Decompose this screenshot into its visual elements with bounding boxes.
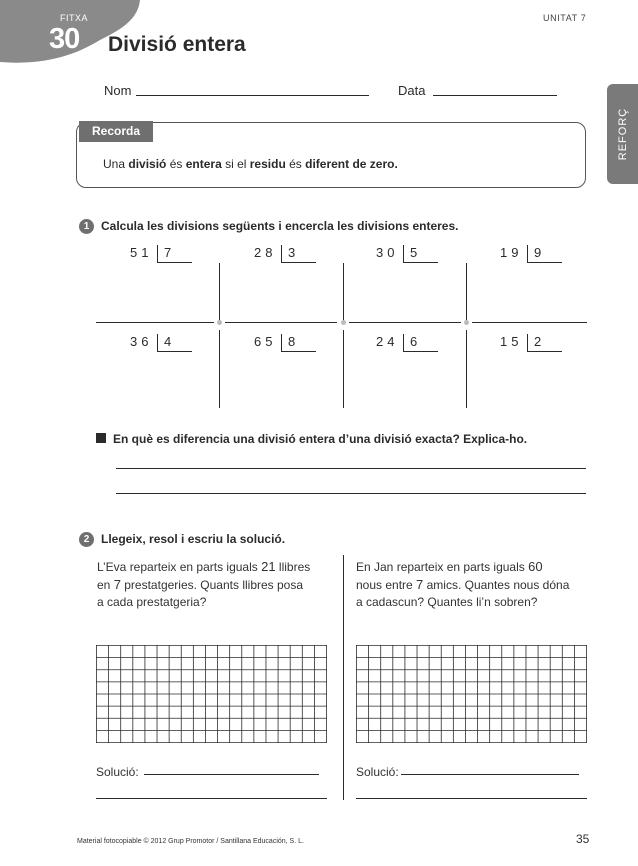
exercise-1-question: En què es diferencia una divisió entera d’una divisió exacta? Explica-ho.	[113, 432, 528, 446]
footer-copyright: Material fotocopiable © 2012 Grup Promotor / Santillana Educación, S. L.	[77, 838, 304, 845]
division-dividend: 15	[500, 334, 523, 349]
solution-1-line[interactable]	[144, 774, 319, 775]
division-dividend: 24	[376, 334, 399, 349]
problem-divider	[343, 555, 344, 800]
exercise-1-instruction: Calcula les divisions següents i encercla les divisions enteres.	[101, 219, 459, 233]
solution-2-line-2[interactable]	[356, 798, 587, 799]
grid-dot	[217, 320, 222, 325]
answer-line[interactable]	[116, 493, 586, 494]
unit-label: UNITAT 7	[543, 13, 587, 23]
division-divisor: 6	[403, 334, 438, 352]
division-dividend: 51	[130, 245, 153, 260]
solution-2-label: Solució:	[356, 765, 399, 779]
column-divider	[219, 263, 220, 321]
row-divider	[225, 322, 337, 323]
name-label: Nom	[104, 83, 132, 98]
division-divisor: 7	[157, 245, 192, 263]
division-divisor: 2	[527, 334, 562, 352]
division-divisor: 5	[403, 245, 438, 263]
row-divider	[349, 322, 461, 323]
row-divider	[472, 322, 587, 323]
division-dividend: 19	[500, 245, 523, 260]
reforc-label: REFORÇ	[616, 107, 629, 161]
recorda-tag: Recorda	[79, 121, 153, 142]
exercise-2-instruction: Llegeix, resol i escriu la solució.	[101, 532, 286, 546]
division-divisor: 3	[281, 245, 316, 263]
grid-dot	[341, 320, 346, 325]
column-divider	[219, 330, 220, 408]
division-dividend: 65	[254, 334, 277, 349]
column-divider	[466, 263, 467, 321]
name-field[interactable]	[136, 95, 369, 96]
answer-line[interactable]	[116, 468, 586, 469]
page-number: 35	[576, 832, 590, 846]
division-dividend: 30	[376, 245, 399, 260]
row-divider	[96, 322, 214, 323]
work-grid-2[interactable]	[356, 645, 587, 743]
exercise-1-number: 1	[79, 219, 94, 234]
work-grid-1[interactable]	[96, 645, 327, 743]
problem-2-text: En Jan reparteix en parts iguals 60 nous entre 7 amics. Quantes nous dóna a cadascun? Quantes li’n sobren?	[356, 559, 570, 609]
division-divisor: 4	[157, 334, 192, 352]
grid-dot	[464, 320, 469, 325]
column-divider	[343, 263, 344, 321]
reforc-side-tab	[607, 84, 638, 184]
division-divisor: 9	[527, 245, 562, 263]
column-divider	[343, 330, 344, 408]
division-dividend: 28	[254, 245, 277, 260]
solution-2-line[interactable]	[401, 774, 579, 775]
fitxa-label: FITXA	[60, 13, 89, 23]
division-dividend: 36	[130, 334, 153, 349]
solution-1-line-2[interactable]	[96, 798, 327, 799]
date-field[interactable]	[433, 95, 557, 96]
page-title: Divisió entera	[108, 33, 246, 56]
solution-1-label: Solució:	[96, 765, 139, 779]
exercise-2-number: 2	[79, 532, 94, 547]
recorda-text: Una divisió és entera si el residu és diferent de zero.	[103, 157, 398, 171]
date-label: Data	[398, 83, 426, 98]
fitxa-number: 30	[49, 23, 80, 55]
square-bullet-icon	[96, 433, 106, 443]
problem-1-text: L’Eva reparteix en parts iguals 21 llibres en 7 prestatgeries. Quants llibres posa a cada prestatgeria?	[97, 559, 311, 609]
column-divider	[466, 330, 467, 408]
division-divisor: 8	[281, 334, 316, 352]
